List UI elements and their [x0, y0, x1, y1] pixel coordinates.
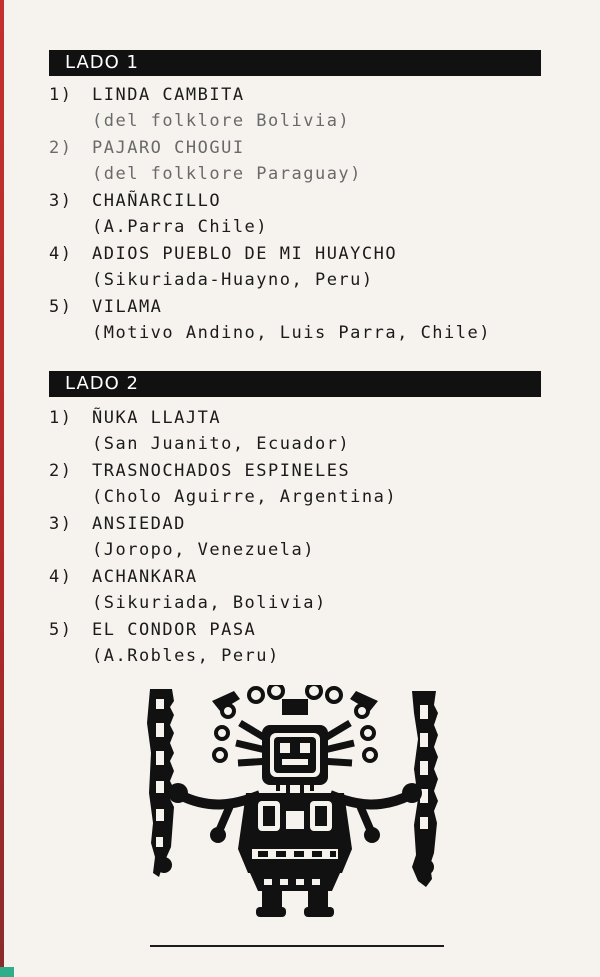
side-two-header: LADO 2: [49, 371, 541, 397]
track-title: PAJARO CHOGUI: [92, 138, 245, 158]
bottom-rule: [150, 945, 444, 947]
track-title: ADIOS PUEBLO DE MI HUAYCHO: [92, 244, 398, 264]
track-item: [49, 405, 594, 458]
track-item: [49, 241, 594, 294]
andean-staff-god-icon: [140, 685, 450, 925]
track-credit: (Sikuriada, Bolivia): [92, 593, 327, 613]
track-item: [49, 188, 594, 241]
left-staff: [147, 689, 174, 877]
track-number: 5): [49, 620, 73, 640]
track-title: ANSIEDAD: [92, 514, 186, 534]
corner-color-mark: [0, 967, 14, 977]
track-credit: (Motivo Andino, Luis Parra, Chile): [92, 323, 491, 343]
track-number: 2): [49, 138, 73, 158]
track-title: LINDA CAMBITA: [92, 85, 245, 105]
track-number: 3): [49, 514, 73, 534]
track-number: 4): [49, 244, 73, 264]
track-item: [49, 564, 594, 617]
track-item: [49, 82, 594, 135]
side-one-header: LADO 1: [49, 50, 541, 76]
track-number: 2): [49, 461, 73, 481]
track-number: 1): [49, 85, 73, 105]
track-credit: (Joropo, Venezuela): [92, 540, 315, 560]
feet: [256, 891, 334, 917]
track-item: [49, 617, 594, 670]
track-item: [49, 135, 594, 188]
track-credit: (A.Robles, Peru): [92, 646, 280, 666]
track-title: VILAMA: [92, 297, 163, 317]
side-one-tracklist: [49, 82, 594, 347]
track-item: [49, 458, 594, 511]
track-title: EL CONDOR PASA: [92, 620, 257, 640]
body: [238, 793, 352, 891]
track-title: ÑUKA LLAJTA: [92, 408, 222, 428]
track-item: [49, 294, 594, 347]
track-number: 5): [49, 297, 73, 317]
track-credit: (A.Parra Chile): [92, 217, 269, 237]
side-two-tracklist: [49, 405, 594, 670]
track-credit: (San Juanito, Ecuador): [92, 434, 351, 454]
cover-edge-strip: [0, 0, 4, 977]
track-credit: (del folklore Bolivia): [92, 111, 351, 131]
track-title: TRASNOCHADOS ESPINELES: [92, 461, 351, 481]
track-number: 1): [49, 408, 73, 428]
track-number: 3): [49, 191, 73, 211]
track-item: [49, 511, 594, 564]
face: [262, 725, 328, 793]
track-title: ACHANKARA: [92, 567, 198, 587]
track-credit: (del folklore Paraguay): [92, 164, 362, 184]
track-title: CHAÑARCILLO: [92, 191, 222, 211]
track-credit: (Sikuriada-Huayno, Peru): [92, 270, 374, 290]
track-credit: (Cholo Aguirre, Argentina): [92, 487, 398, 507]
track-number: 4): [49, 567, 73, 587]
